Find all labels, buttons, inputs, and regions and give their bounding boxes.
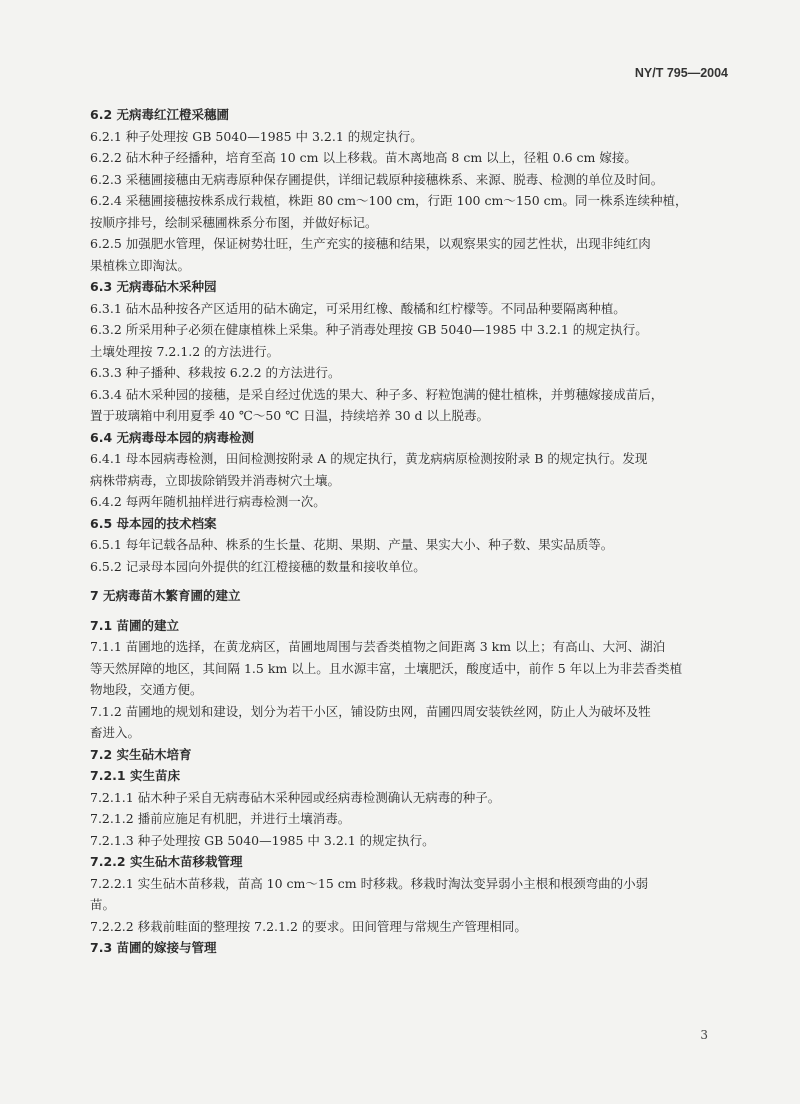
paragraph-6-5-2: 6.5.2 记录母本园向外提供的红江橙接穗的数量和接收单位。 xyxy=(90,558,426,574)
paragraph-6-3-3: 6.3.3 种子播种、移栽按 6.2.2 的方法进行。 xyxy=(90,365,341,380)
section-heading-7-1: 7.1 苗圃的建立 xyxy=(90,617,179,633)
subsection-heading-7-2-2: 7.2.2 实生砧木苗移栽管理 xyxy=(90,854,243,869)
paragraph-7-2-2-2: 7.2.2.2 移栽前畦面的整理按 7.2.1.2 的要求。田间管理与常规生产管理相同。 xyxy=(90,918,527,934)
paragraph-6-5-1: 6.5.1 每年记载各品种、株系的生长量、花期、果期、产量、果实大小、种子数、果实品质等。 xyxy=(90,537,614,552)
paragraph-6-2-3: 6.2.3 采穗圃接穗由无病毒原种保存圃提供，详细记载原种接穗株系、来源、脱毒、检测的单位及时间。 xyxy=(90,171,664,187)
paragraph-6-2-5: 6.2.5 加强肥水管理，保证树势壮旺，生产充实的接穗和结果，以观察果实的园艺性状，出现非纯红肉 xyxy=(90,236,651,251)
paragraph-6-3-1: 6.3.1 砧木品种按各产区适用的砧木确定，可采用红橡、酸橘和红柠檬等。不同品种要隔离种植。 xyxy=(90,300,626,316)
page-number: 3 xyxy=(700,1028,708,1042)
section-heading-6-4: 6.4 无病毒母本园的病毒检测 xyxy=(90,429,254,445)
paragraph-6-4-1-cont: 病株带病毒，立即拔除销毁并消毒树穴土壤。 xyxy=(90,472,341,488)
paragraph-7-1-1-cont: 等天然屏障的地区，其间隔 1.5 km 以上。且水源丰富，土壤肥沃，酸度适中，前作 5 年以上为非芸香类植 xyxy=(90,660,683,676)
paragraph-6-4-1: 6.4.1 母本园病毒检测，田间检测按附录 A 的规定执行，黄龙病病原检测按附录 B 的规定执行。发现 xyxy=(90,451,648,466)
paragraph-6-3-2: 6.3.2 所采用种子必须在健康植株上采集。种子消毒处理按 GB 5040—1985 中 3.2.1 的规定执行。 xyxy=(90,322,648,337)
paragraph-7-2-2-1-cont: 苗。 xyxy=(90,897,116,912)
standard-number: NY/T 795—2004 xyxy=(634,66,728,80)
subsection-heading-7-2-1: 7.2.1 实生苗床 xyxy=(90,768,180,783)
paragraph-7-2-1-2: 7.2.1.2 播前应施足有机肥，并进行土壤消毒。 xyxy=(90,811,351,826)
paragraph-7-1-2: 7.1.2 苗圃地的规划和建设，划分为若干小区，铺设防虫网，苗圃四周安装铁丝网，防止人为破坏及牲 xyxy=(90,703,651,719)
paragraph-6-2-2: 6.2.2 砧木种子经播种，培育至高 10 cm 以上移栽。苗木离地高 8 cm 以上，径粗 0.6 cm 嫁接。 xyxy=(90,150,637,165)
paragraph-7-1-1: 7.1.1 苗圃地的选择，在黄龙病区，苗圃地周围与芸香类植物之间距离 3 km 以上；有高山、大河、湖泊 xyxy=(90,639,666,654)
section-heading-7-2: 7.2 实生砧木培育 xyxy=(90,746,192,762)
paragraph-6-2-1: 6.2.1 种子处理按 GB 5040—1985 中 3.2.1 的规定执行。 xyxy=(90,128,423,144)
chapter-heading-7: 7 无病毒苗木繁育圃的建立 xyxy=(90,588,241,603)
section-heading-7-3: 7.3 苗圃的嫁接与管理 xyxy=(90,940,217,955)
paragraph-7-2-1-3: 7.2.1.3 种子处理按 GB 5040—1985 中 3.2.1 的规定执行。 xyxy=(90,832,435,848)
paragraph-7-2-1-1: 7.2.1.1 砧木种子采自无病毒砧木采种园或经病毒检测确认无病毒的种子。 xyxy=(90,789,501,805)
paragraph-6-2-4-cont: 按顺序排号，绘制采穗圃株系分布图，并做好标记。 xyxy=(90,214,378,230)
paragraph-6-3-4-cont: 置于玻璃箱中利用夏季 40 ℃～50 ℃ 日温，持续培养 30 d 以上脱毒。 xyxy=(90,408,490,423)
document-body xyxy=(90,104,724,959)
paragraph-7-1-1-cont2: 物地段，交通方便。 xyxy=(90,682,203,697)
paragraph-6-4-2: 6.4.2 每两年随机抽样进行病毒检测一次。 xyxy=(90,494,326,509)
paragraph-6-2-5-cont: 果植株立即淘汰。 xyxy=(90,257,191,273)
paragraph-6-2-4: 6.2.4 采穗圃接穗按株系成行栽植，株距 80 cm～100 cm，行距 100 cm～150 cm。同一株系连续种植， xyxy=(90,193,688,208)
paragraph-7-1-2-cont: 畜进入。 xyxy=(90,725,141,740)
paragraph-6-3-2-cont: 土壤处理按 7.2.1.2 的方法进行。 xyxy=(90,343,280,359)
section-heading-6-2: 6.2 无病毒红江橙采穗圃 xyxy=(90,107,229,122)
paragraph-6-3-4: 6.3.4 砧木采种园的接穗，是采自经过优选的果大、种子多、籽粒饱满的健壮植株，并剪穗嫁接成苗后， xyxy=(90,386,664,402)
paragraph-7-2-2-1: 7.2.2.1 实生砧木苗移栽，苗高 10 cm～15 cm 时移栽。移栽时淘汰变异弱小主根和根颈弯曲的小弱 xyxy=(90,875,649,891)
section-heading-6-3: 6.3 无病毒砧木采种园 xyxy=(90,279,217,294)
section-heading-6-5: 6.5 母本园的技术档案 xyxy=(90,515,217,531)
